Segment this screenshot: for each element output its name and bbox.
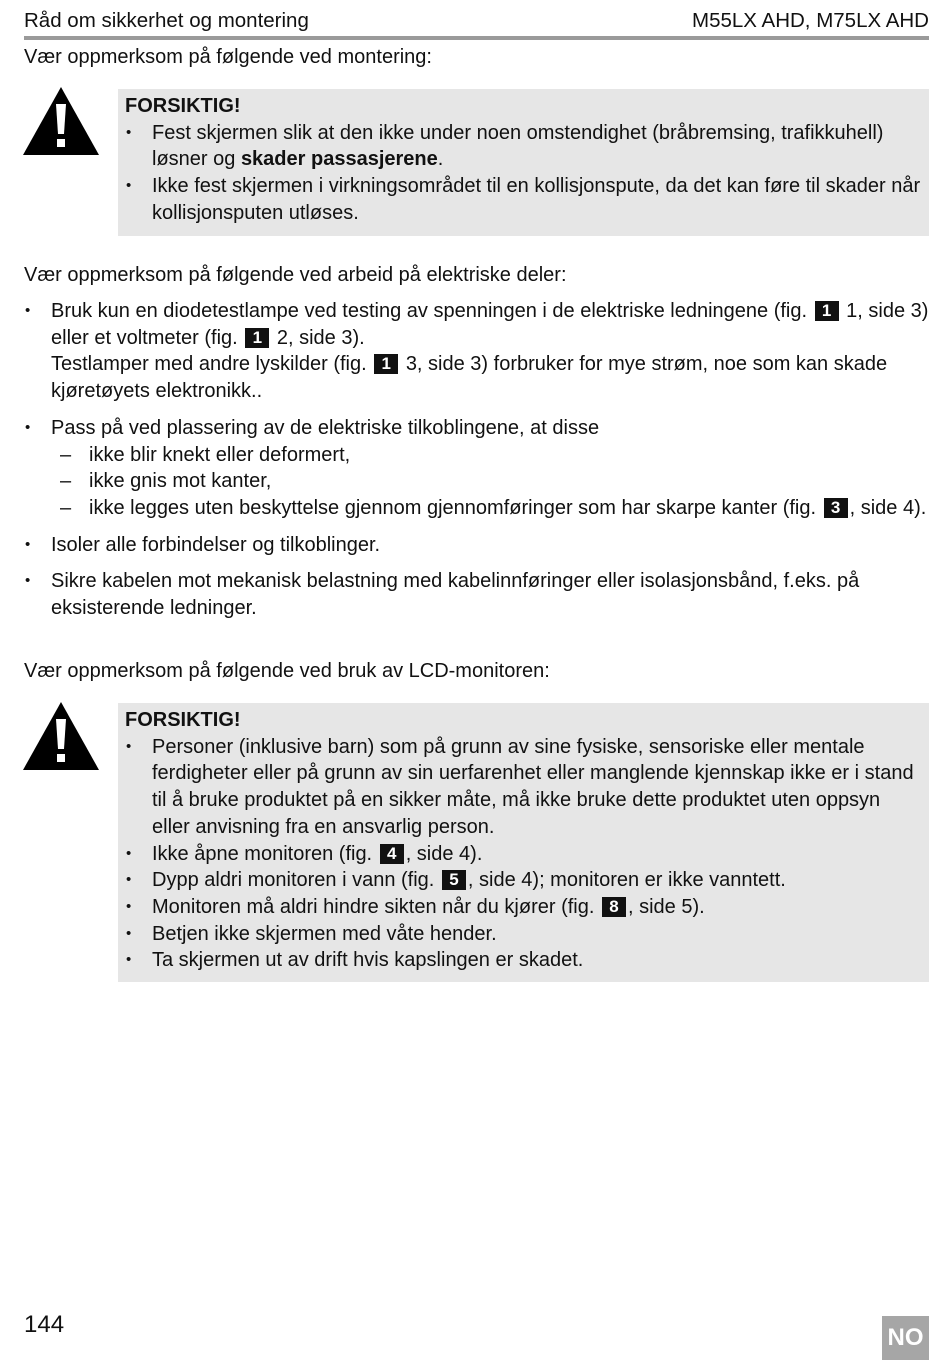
monitor-warning-box	[118, 703, 929, 982]
sub-list	[51, 442, 929, 522]
sub-list-item: – ikke gnis mot kanter,	[51, 468, 929, 495]
section-title: Råd om sikkerhet og montering	[24, 9, 309, 32]
warning-triangle-icon	[23, 87, 99, 155]
mounting-warning-box	[118, 89, 929, 236]
figure-ref-badge: 1	[245, 328, 269, 348]
warning-title: FORSIKTIG!	[125, 709, 241, 731]
page-number: 144	[24, 1311, 65, 1338]
list-item: • Personer (inklusive barn) som på grunn av sine fysiske, sensoriske eller mentale ferdigheter eller på grunn av sin uerfarenhet eller manglende kjennskap ikke er i stand til å bruke produktet på en sikker måte, må ikke bruke dette produktet uten oppsyn eller anvisning fra en ansvarlig person.	[125, 734, 921, 841]
model-names: M55LX AHD, M75LX AHD	[692, 9, 929, 32]
list-item: • Isoler alle forbindelser og tilkoblinger.	[24, 532, 929, 559]
monitor-warning-list	[125, 734, 921, 974]
warning-title: FORSIKTIG!	[125, 95, 241, 117]
sub-list-item: – ikke legges uten beskyttelse gjennom gjennomføringer som har skarpe kanter (fig. 3 , side 4).	[51, 495, 929, 522]
mounting-intro: Vær oppmerksom på følgende ved montering:	[24, 46, 432, 68]
list-item: • Betjen ikke skjermen med våte hender.	[125, 921, 921, 948]
list-item: • Bruk kun en diodetestlampe ved testing av spenningen i de elektriske ledningene (fig. 1 1, side 3) eller et voltmeter (fig. 1 2, side 3). Testlamper med andre lyskilder (fig. 1 3, side 3) forbruker for mye strøm, noe som kan skade kjøretøyets elektronikk..	[24, 298, 929, 405]
figure-ref-badge: 5	[442, 870, 466, 890]
list-item: • Ikke åpne monitoren (fig. 4 , side 4).	[125, 841, 921, 868]
list-item: • Ta skjermen ut av drift hvis kapslingen er skadet.	[125, 947, 921, 974]
mounting-warning-list	[125, 120, 921, 227]
list-item: • Fest skjermen slik at den ikke under noen omstendighet (bråbremsing, trafikkuhell) løsner og skader passasjerene.	[125, 120, 921, 173]
page-header	[24, 6, 929, 40]
figure-ref-badge: 8	[602, 897, 626, 917]
list-item: • Pass på ved plassering av de elektriske tilkoblingene, at disse – ikke blir knekt eller deformert, – ikke gnis mot kanter, – ikke legges uten beskyttelse gjennom gjennomføringer som har skarpe kanter (fig. 3 , side 4).	[24, 415, 929, 522]
electrical-list	[24, 298, 929, 632]
language-badge: NO	[882, 1316, 929, 1360]
electrical-intro: Vær oppmerksom på følgende ved arbeid på elektriske deler:	[24, 264, 567, 286]
list-item: • Ikke fest skjermen i virkningsområdet til en kollisjonspute, da det kan føre til skader når kollisjonsputen utløses.	[125, 173, 921, 226]
figure-ref-badge: 4	[380, 844, 404, 864]
list-item: • Monitoren må aldri hindre sikten når du kjører (fig. 8 , side 5).	[125, 894, 921, 921]
warning-triangle-icon	[23, 702, 99, 770]
list-item: • Dypp aldri monitoren i vann (fig. 5 , side 4); monitoren er ikke vanntett.	[125, 867, 921, 894]
figure-ref-badge: 1	[815, 301, 839, 321]
monitor-intro: Vær oppmerksom på følgende ved bruk av LCD-monitoren:	[24, 660, 550, 682]
sub-list-item: – ikke blir knekt eller deformert,	[51, 442, 929, 469]
list-item: • Sikre kabelen mot mekanisk belastning med kabelinnføringer eller isolasjonsbånd, f.eks. på eksisterende ledninger.	[24, 568, 929, 621]
figure-ref-badge: 1	[374, 354, 398, 374]
figure-ref-badge: 3	[824, 498, 848, 518]
